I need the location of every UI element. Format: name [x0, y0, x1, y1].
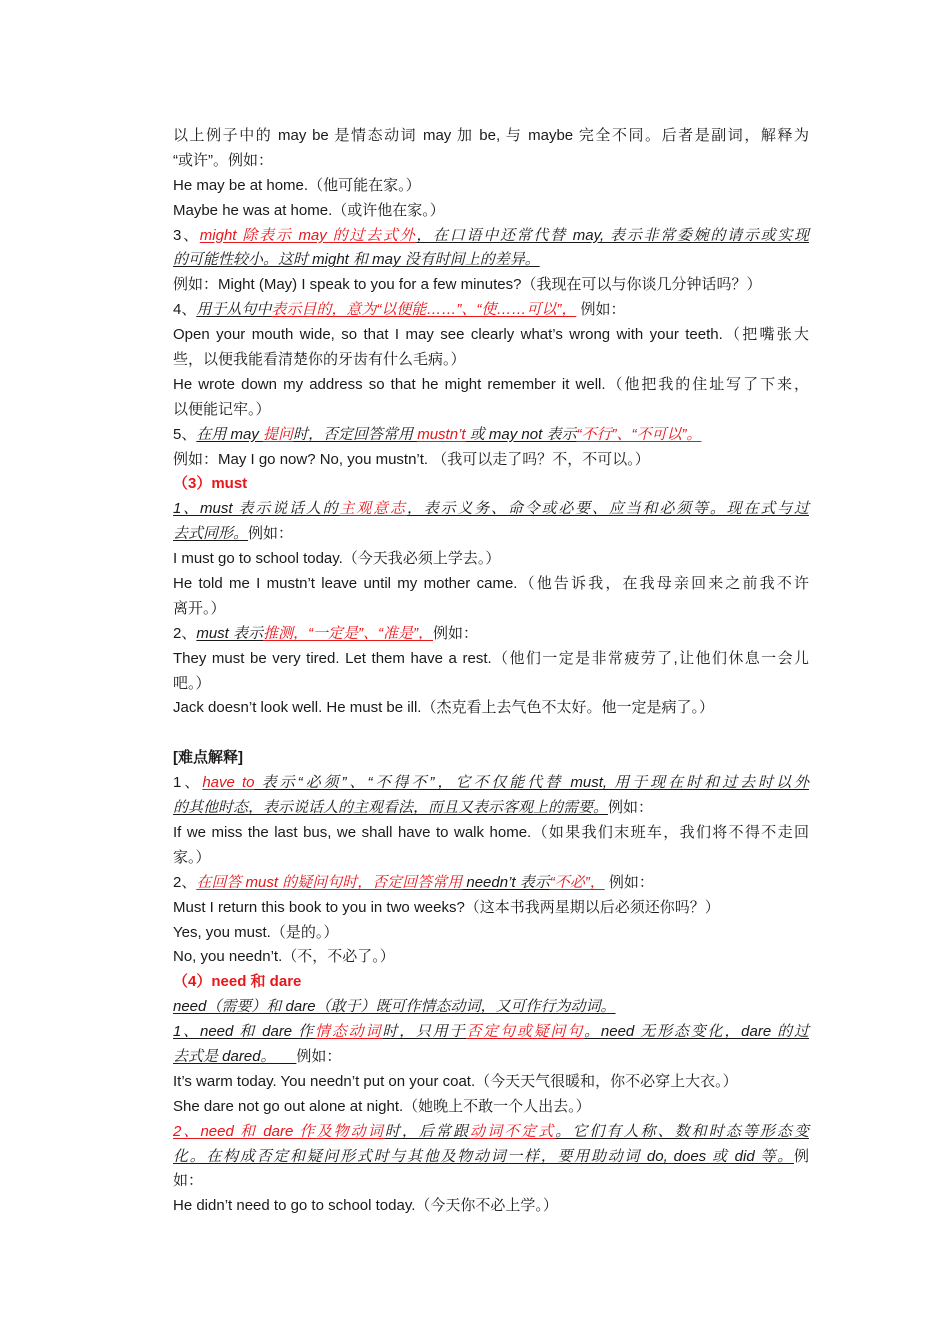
text-segment: [难点解释] — [173, 749, 243, 767]
text-segment: 3、 — [173, 226, 200, 244]
text-line — [173, 1194, 809, 1219]
text-segment: “不行”、“不可以”。 — [576, 425, 702, 443]
text-segment: needn’t 表示 — [462, 873, 550, 891]
document-body — [173, 124, 809, 1219]
text-line — [173, 1045, 809, 1070]
text-segment — [276, 1048, 297, 1065]
text-segment: 2、need 和 dare 作 — [173, 1122, 317, 1140]
text-segment: 些，以便我能看清楚你的牙齿有什么毛病。） — [173, 351, 466, 369]
text-segment: 例如：Might (May) I speak to you for a few minutes?（我现在可以与你谈几分钟话吗？） — [173, 276, 762, 294]
text-segment: 离开。） — [173, 599, 226, 617]
text-segment: If we miss the last bus, we shall have to walk home.（如果我们末班车，我们将不得不走回 — [173, 823, 809, 841]
text-segment: 1、need 和 dare 作 — [173, 1023, 315, 1041]
text-line — [173, 821, 809, 846]
text-segment: 推测，“一定是”、“准是”， — [263, 624, 434, 642]
text-segment: Open your mouth wide, so that I may see clearly what’s wrong with your teeth.（把嘴张大 — [173, 326, 809, 344]
text-segment: He may be at home.（他可能在家。） — [173, 176, 421, 194]
text-segment: 去式同形。 — [173, 525, 249, 543]
text-line — [173, 497, 809, 522]
text-line — [173, 1020, 809, 1045]
text-segment: 否定句或疑问句 — [466, 1023, 585, 1041]
text-segment: ，表示义务、命令或必要、应当和必须等。现在式与过 — [406, 500, 809, 518]
text-segment: He wrote down my address so that he might remember it well.（他把我的住址写了下来， — [173, 375, 809, 393]
text-line — [173, 896, 809, 921]
text-segment: 去式是 dared。 — [173, 1047, 276, 1065]
text-segment: 5、 — [173, 425, 197, 443]
text-segment: 例如： — [604, 873, 654, 891]
text-segment: Must I return this book to you in two weeks?（这本书我两星期以后必须还你吗？） — [173, 898, 720, 916]
text-line — [173, 871, 809, 896]
text-segment: 4、 — [173, 301, 197, 319]
text-line — [173, 248, 809, 273]
text-segment: （3）must — [173, 475, 248, 493]
text-segment: They must be very tired. Let them have a rest.（他们一定是非常疲劳了,让他们休息一会儿 — [173, 649, 809, 667]
text-segment: 例如： — [248, 525, 294, 543]
text-segment: 表示“必须”、“不得不”，它不仅能代替 must, 用于现在时和过去时以外 — [254, 774, 809, 792]
text-segment: 例如： — [433, 624, 479, 642]
text-segment: 在用 may — [196, 425, 264, 443]
text-segment: 在回答 must 的疑问句时，否定回答常用 — [196, 873, 463, 891]
text-segment: 。它们有人称、数和时态等形态变 — [555, 1122, 809, 1140]
text-line — [173, 224, 809, 249]
text-segment: 家。） — [173, 848, 211, 866]
text-line — [173, 124, 809, 149]
text-segment: 例如： — [608, 799, 654, 817]
text-segment: 2、 — [173, 624, 197, 642]
text-segment: 的可能性较小。这时 might 和 may 没有时间上的差异。 — [173, 251, 540, 269]
text-segment: 提问 — [263, 425, 294, 443]
text-line — [173, 448, 809, 473]
text-line — [173, 472, 809, 497]
text-segment: 以便能记牢。） — [173, 400, 271, 418]
text-line — [173, 1070, 809, 1095]
text-segment: 动词不定式 — [470, 1122, 556, 1140]
text-line — [173, 373, 809, 398]
text-line — [173, 1145, 809, 1170]
text-line — [173, 1169, 809, 1194]
text-line — [173, 522, 809, 547]
text-line — [173, 921, 809, 946]
text-segment: 的其他时态，表示说话人的主观看法，而且又表示客观上的需要。 — [173, 799, 609, 817]
text-segment: 情态动词 — [314, 1023, 383, 1041]
text-segment: Yes, you must.（是的。） — [173, 923, 339, 941]
text-line — [173, 547, 809, 572]
text-segment: 时，只用于 — [382, 1023, 467, 1041]
text-segment: He didn’t need to go to school today.（今天你不必上学。） — [173, 1197, 558, 1215]
text-segment: He told me I mustn’t leave until my mother came.（他告诉我，在我母亲回来之前我不许 — [173, 575, 809, 593]
text-segment: 以上例子中的 may be 是情态动词 may 加 be, 与 maybe 完全不同。后者是副词，解释为 — [173, 127, 809, 144]
text-segment: 例如： — [296, 1047, 342, 1065]
text-segment: mustn’t — [417, 425, 466, 443]
text-line — [173, 323, 809, 348]
text-line — [173, 398, 809, 423]
text-segment: 1、 — [173, 774, 203, 792]
text-line — [173, 298, 809, 323]
text-line — [173, 273, 809, 298]
text-line — [173, 796, 809, 821]
text-line — [173, 672, 809, 697]
text-segment: 例如： — [576, 301, 626, 319]
text-line — [173, 149, 809, 174]
text-line — [173, 771, 809, 796]
text-segment: It’s warm today. You needn’t put on your coat.（今天天气很暖和，你不必穿上大衣。） — [173, 1072, 738, 1090]
text-segment: Jack doesn’t look well. He must be ill.（杰克看上去气色不太好。他一定是病了。） — [173, 699, 714, 717]
text-line — [173, 572, 809, 597]
text-segment: 。need 无形态变化，dare 的过 — [584, 1023, 809, 1041]
text-line — [173, 647, 809, 672]
text-segment: 表示目的，意为“以便能……”、“使……可以”， — [271, 301, 577, 319]
text-line — [173, 1120, 809, 1145]
blank-line — [173, 721, 809, 746]
text-segment: 1、must 表示说话人的 — [173, 500, 340, 518]
text-segment: She dare not go out alone at night.（她晚上不敢一个人出去。） — [173, 1097, 591, 1115]
text-segment: “或许”。例如： — [173, 151, 273, 169]
text-segment: 2、 — [173, 873, 197, 891]
text-segment: I must go to school today.（今天我必须上学去。） — [173, 550, 501, 568]
text-line — [173, 995, 809, 1020]
text-segment: 时，否定回答常用 — [293, 425, 418, 443]
text-segment: ，在口语中还常代替 may, 表示非常委婉的请示或实现 — [416, 226, 810, 244]
text-line — [173, 970, 809, 995]
text-line — [173, 1095, 809, 1120]
text-segment: 化。在构成否定和疑问形式时与其他及物动词一样，要用助动词 do, does 或 did 等。 — [173, 1147, 794, 1165]
text-line — [173, 945, 809, 970]
text-segment: （4）need 和 dare — [173, 973, 302, 991]
text-segment: might 除表示 may 的过去式外 — [199, 226, 417, 244]
text-segment: must 表示 — [196, 624, 264, 642]
text-segment: 例如：May I go now? No, you mustn’t. （我可以走了吗？不，不可以。） — [173, 450, 650, 468]
text-line — [173, 174, 809, 199]
text-line — [173, 199, 809, 224]
text-segment: 如： — [173, 1172, 204, 1190]
text-segment: Maybe he was at home.（或许他在家。） — [173, 201, 445, 219]
text-segment: 吧。） — [173, 674, 211, 692]
text-line — [173, 846, 809, 871]
text-line — [173, 622, 809, 647]
text-line — [173, 423, 809, 448]
text-segment: need（需要）和 dare（敢于）既可作情态动词，又可作行为动词。 — [173, 998, 616, 1016]
text-segment: have to — [202, 774, 255, 792]
text-line — [173, 696, 809, 721]
text-segment: 例 — [793, 1147, 809, 1165]
text-segment: 用于从句中 — [196, 301, 272, 319]
text-segment: No, you needn’t.（不，不必了。） — [173, 948, 395, 966]
text-segment: 时，后常跟 — [384, 1122, 471, 1140]
text-segment: 主观意志 — [339, 500, 407, 518]
text-line — [173, 746, 809, 771]
text-segment: 或 may not 表示 — [465, 425, 577, 443]
text-segment: “不必”， — [549, 873, 605, 891]
text-segment: 及物动词 — [316, 1122, 385, 1140]
text-line — [173, 597, 809, 622]
text-line — [173, 348, 809, 373]
